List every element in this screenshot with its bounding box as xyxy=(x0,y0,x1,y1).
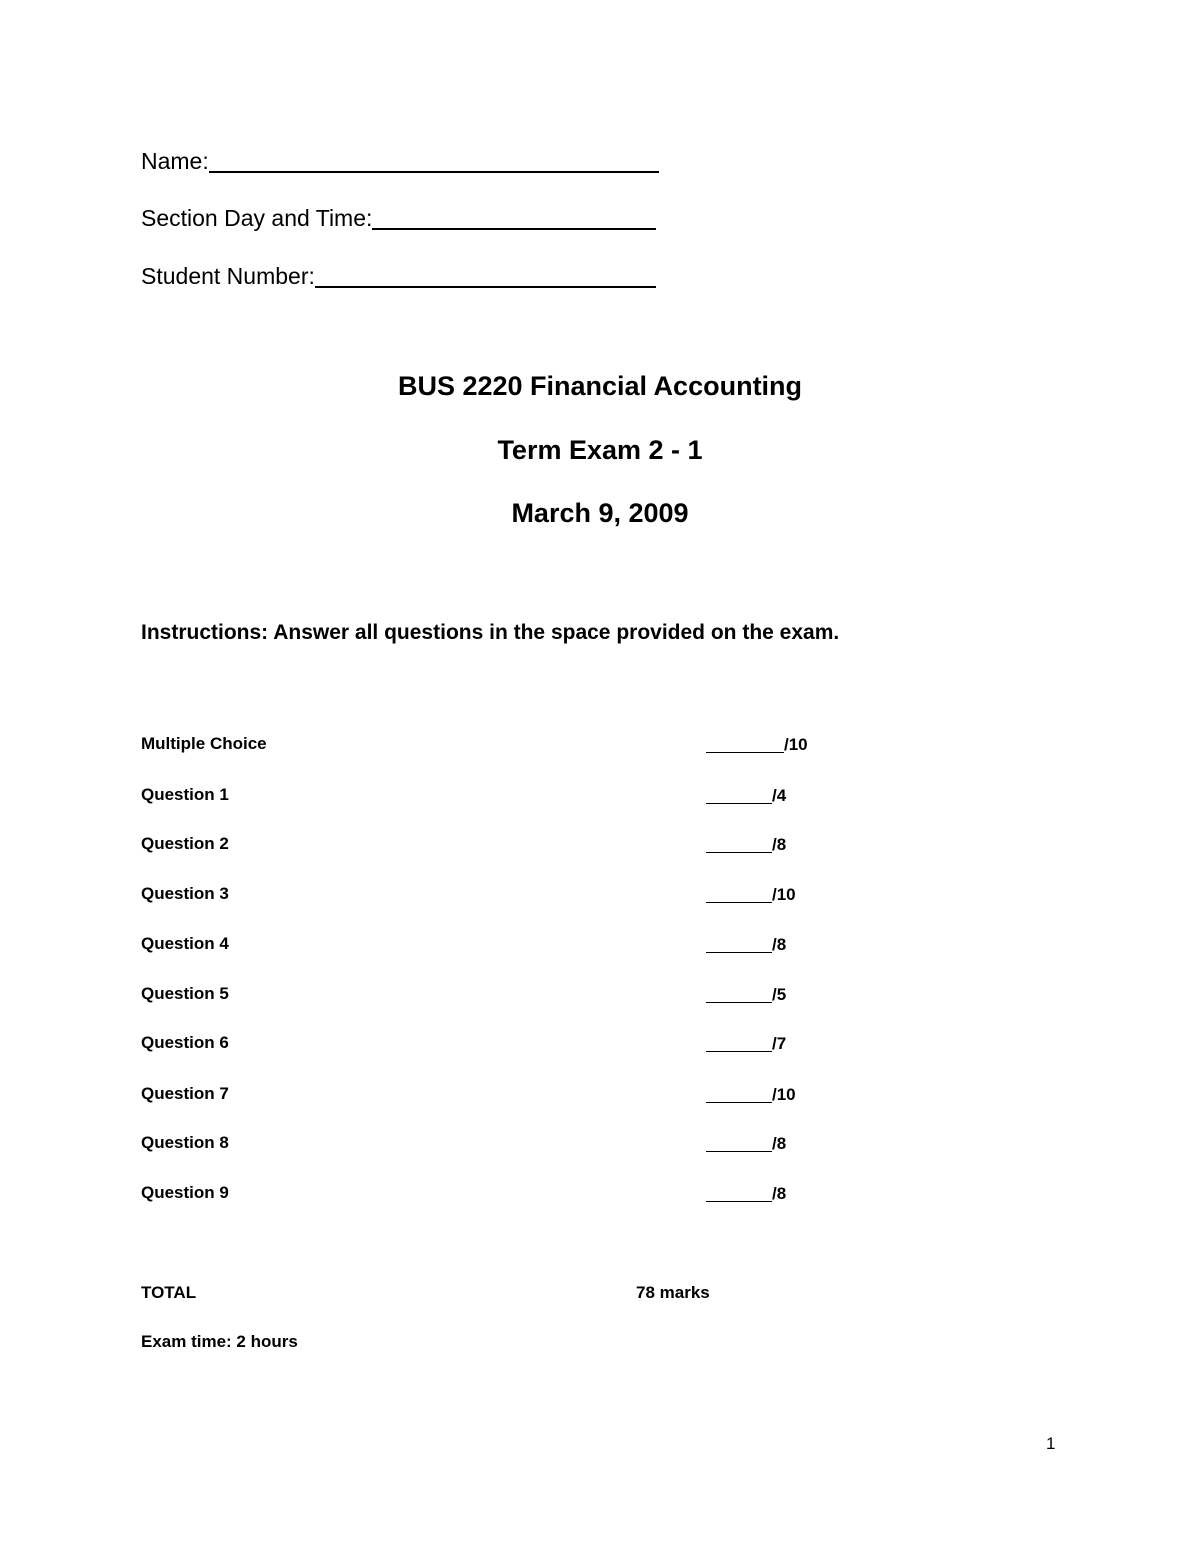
score-max: /8 xyxy=(772,935,787,954)
score-blank[interactable] xyxy=(706,1185,772,1202)
score-row-label: Question 2 xyxy=(141,834,229,853)
score-row-label: Multiple Choice xyxy=(141,734,267,753)
exam-title: Term Exam 2 - 1 xyxy=(497,435,703,465)
section-blank[interactable] xyxy=(372,208,656,230)
score-max: /5 xyxy=(772,985,787,1004)
student-number-label: Student Number: xyxy=(141,263,315,289)
score-row-mark xyxy=(706,1032,786,1055)
score-row-mark xyxy=(706,784,786,807)
score-row-mark xyxy=(706,833,786,856)
score-row-label: Question 4 xyxy=(141,934,229,953)
name-field[interactable] xyxy=(141,147,659,175)
score-row-mark xyxy=(706,733,808,756)
name-blank[interactable] xyxy=(209,151,659,173)
total-value: 78 marks xyxy=(636,1283,710,1302)
score-blank[interactable] xyxy=(706,1086,772,1103)
score-blank[interactable] xyxy=(706,736,784,753)
score-max: /8 xyxy=(772,1184,787,1203)
exam-date: March 9, 2009 xyxy=(511,498,689,528)
section-field[interactable] xyxy=(141,204,656,232)
score-row-label: Question 3 xyxy=(141,884,229,903)
name-label: Name: xyxy=(141,148,209,174)
course-title: BUS 2220 Financial Accounting xyxy=(397,371,803,401)
score-blank[interactable] xyxy=(706,936,772,953)
total-label: TOTAL xyxy=(141,1283,197,1302)
score-row-label: Question 7 xyxy=(141,1084,229,1103)
score-max: /4 xyxy=(772,786,787,805)
score-row-mark xyxy=(706,933,786,956)
score-max: /7 xyxy=(772,1034,787,1053)
instructions: Instructions: Answer all questions in the space provided on the exam. xyxy=(141,621,840,644)
score-blank[interactable] xyxy=(706,1035,772,1052)
student-number-blank[interactable] xyxy=(315,266,656,288)
score-blank[interactable] xyxy=(706,787,772,804)
score-row-label: Question 8 xyxy=(141,1133,229,1152)
score-row-label: Question 9 xyxy=(141,1183,229,1202)
score-row-label: Question 5 xyxy=(141,984,229,1003)
score-max: /10 xyxy=(772,885,796,904)
score-row-mark xyxy=(706,1132,786,1155)
score-row-mark xyxy=(706,883,796,906)
score-max: /10 xyxy=(772,1085,796,1104)
exam-time: Exam time: 2 hours xyxy=(141,1332,298,1351)
score-max: /8 xyxy=(772,835,787,854)
score-row-mark xyxy=(706,1182,786,1205)
score-max: /10 xyxy=(784,735,808,754)
score-blank[interactable] xyxy=(706,1135,772,1152)
score-blank[interactable] xyxy=(706,886,772,903)
page-number: 1 xyxy=(1046,1434,1056,1453)
section-label: Section Day and Time: xyxy=(141,205,373,231)
student-number-field[interactable] xyxy=(141,262,656,290)
score-row-label: Question 1 xyxy=(141,785,229,804)
score-blank[interactable] xyxy=(706,986,772,1003)
score-row-mark xyxy=(706,1083,796,1106)
score-row-mark xyxy=(706,983,786,1006)
score-blank[interactable] xyxy=(706,836,772,853)
score-row-label: Question 6 xyxy=(141,1033,229,1052)
score-max: /8 xyxy=(772,1134,787,1153)
